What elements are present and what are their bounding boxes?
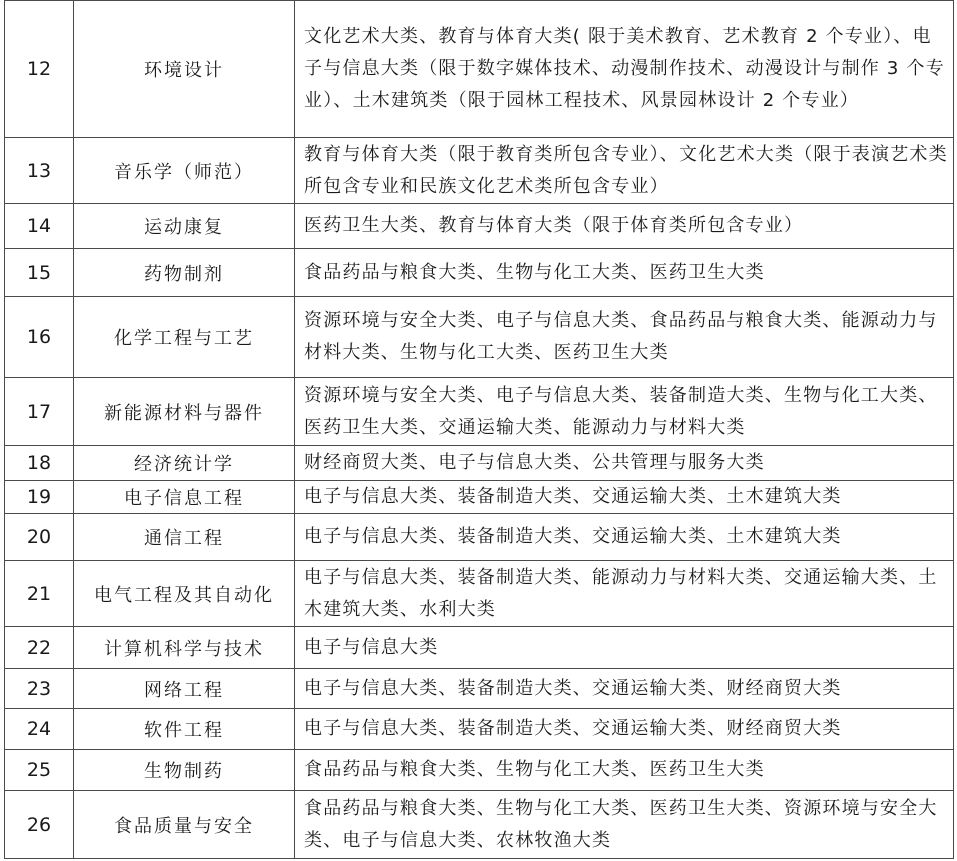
row-number: 18 — [5, 446, 74, 481]
allowed-categories: 资源环境与安全大类、电子与信息大类、食品药品与粮食大类、能源动力与材料大类、生物与化工大类、医药卫生大类 — [295, 297, 954, 378]
row-number: 16 — [5, 297, 74, 378]
row-number: 22 — [5, 627, 74, 669]
table-row — [5, 138, 954, 204]
row-number: 12 — [5, 1, 74, 138]
row-number: 17 — [5, 378, 74, 446]
major-name: 运动康复 — [74, 204, 295, 249]
row-number: 20 — [5, 514, 74, 561]
table-row — [5, 669, 954, 709]
table-row — [5, 750, 954, 791]
major-name: 药物制剂 — [74, 249, 295, 297]
table-row — [5, 791, 954, 859]
table-row — [5, 709, 954, 750]
row-number: 26 — [5, 791, 74, 859]
table-row — [5, 627, 954, 669]
allowed-categories: 医药卫生大类、教育与体育大类（限于体育类所包含专业） — [295, 204, 954, 249]
row-number: 19 — [5, 481, 74, 514]
allowed-categories: 文化艺术大类、教育与体育大类( 限于美术教育、艺术教育 2 个专业）、电子与信息大类（限于数字媒体技术、动漫制作技术、动漫设计与制作 3 个专业）、土木建筑类（限于园林工程技术、风景园林设计 2 个专业） — [295, 1, 954, 138]
allowed-categories: 电子与信息大类、装备制造大类、能源动力与材料大类、交通运输大类、土木建筑大类、水利大类 — [295, 561, 954, 627]
major-name: 经济统计学 — [74, 446, 295, 481]
major-category-table — [4, 0, 954, 859]
major-name: 食品质量与安全 — [74, 791, 295, 859]
allowed-categories: 电子与信息大类、装备制造大类、交通运输大类、财经商贸大类 — [295, 669, 954, 709]
major-name: 新能源材料与器件 — [74, 378, 295, 446]
row-number: 14 — [5, 204, 74, 249]
row-number: 23 — [5, 669, 74, 709]
major-name: 音乐学（师范） — [74, 138, 295, 204]
major-name: 电气工程及其自动化 — [74, 561, 295, 627]
allowed-categories: 教育与体育大类（限于教育类所包含专业）、文化艺术大类（限于表演艺术类所包含专业和民族文化艺术类所包含专业） — [295, 138, 954, 204]
table-row — [5, 561, 954, 627]
row-number: 13 — [5, 138, 74, 204]
major-name: 生物制药 — [74, 750, 295, 791]
allowed-categories: 食品药品与粮食大类、生物与化工大类、医药卫生大类 — [295, 750, 954, 791]
major-name: 环境设计 — [74, 1, 295, 138]
row-number: 15 — [5, 249, 74, 297]
major-name: 网络工程 — [74, 669, 295, 709]
row-number: 25 — [5, 750, 74, 791]
table-row — [5, 297, 954, 378]
table-row — [5, 514, 954, 561]
allowed-categories: 电子与信息大类 — [295, 627, 954, 669]
major-name: 化学工程与工艺 — [74, 297, 295, 378]
allowed-categories: 食品药品与粮食大类、生物与化工大类、医药卫生大类、资源环境与安全大类、电子与信息大类、农林牧渔大类 — [295, 791, 954, 859]
allowed-categories: 资源环境与安全大类、电子与信息大类、装备制造大类、生物与化工大类、医药卫生大类、交通运输大类、能源动力与材料大类 — [295, 378, 954, 446]
table-row — [5, 378, 954, 446]
allowed-categories: 电子与信息大类、装备制造大类、交通运输大类、土木建筑大类 — [295, 481, 954, 514]
major-name: 软件工程 — [74, 709, 295, 750]
allowed-categories: 财经商贸大类、电子与信息大类、公共管理与服务大类 — [295, 446, 954, 481]
allowed-categories: 电子与信息大类、装备制造大类、交通运输大类、土木建筑大类 — [295, 514, 954, 561]
row-number: 21 — [5, 561, 74, 627]
table-row — [5, 204, 954, 249]
major-name: 计算机科学与技术 — [74, 627, 295, 669]
table-row — [5, 481, 954, 514]
allowed-categories: 电子与信息大类、装备制造大类、交通运输大类、财经商贸大类 — [295, 709, 954, 750]
row-number: 24 — [5, 709, 74, 750]
table-row — [5, 249, 954, 297]
allowed-categories: 食品药品与粮食大类、生物与化工大类、医药卫生大类 — [295, 249, 954, 297]
table-row — [5, 446, 954, 481]
table-row — [5, 1, 954, 138]
major-name: 电子信息工程 — [74, 481, 295, 514]
major-name: 通信工程 — [74, 514, 295, 561]
